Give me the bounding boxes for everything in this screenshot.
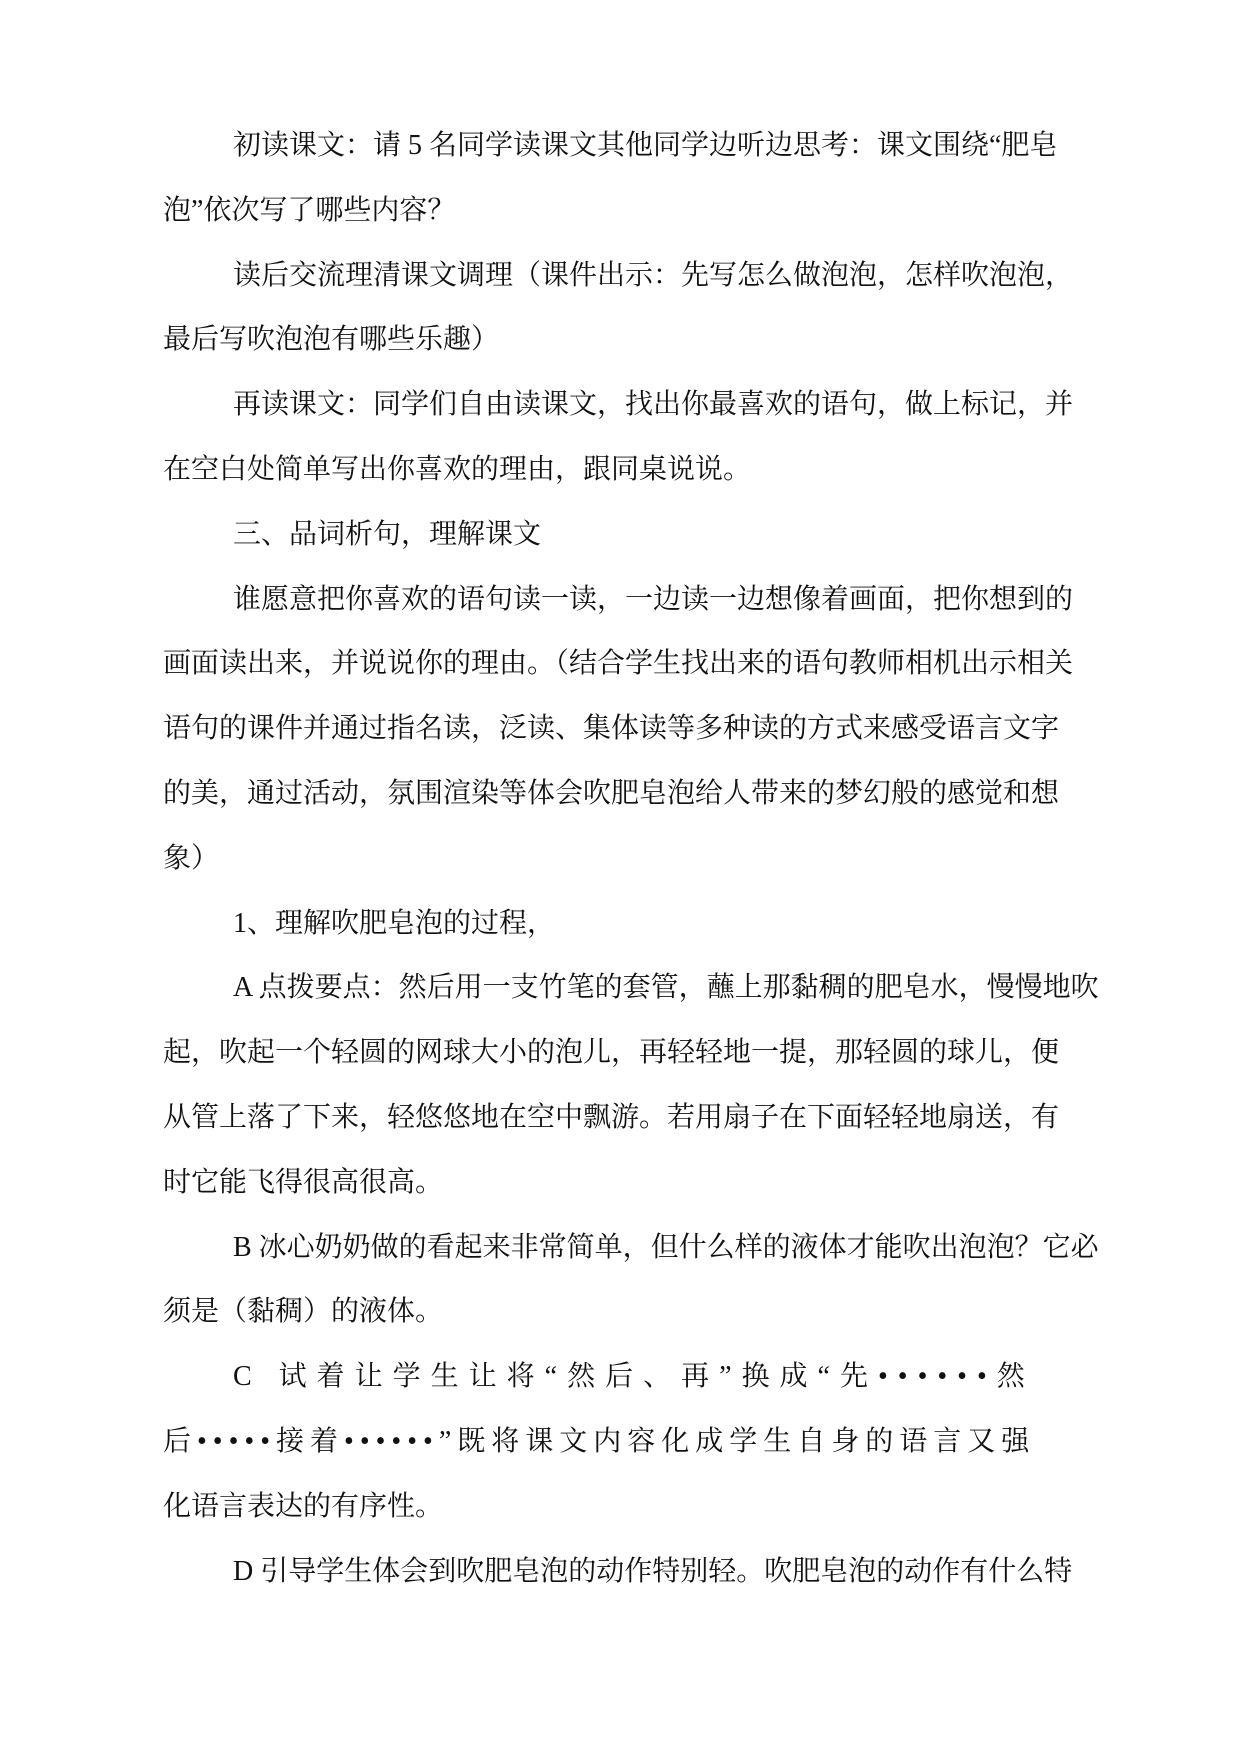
text-line: 的美，通过活动，氛围渲染等体会吹肥皂泡给人带来的梦幻般的感觉和想 xyxy=(163,777,1060,809)
text-line: 后•••••接着••••••”既将课文内容化成学生自身的语言又强 xyxy=(163,1425,1036,1457)
text-line: 初读课文：请 5 名同学读课文其他同学边听边思考：课文围绕“肥皂 xyxy=(233,130,1058,161)
text-line: 1、理解吹肥皂泡的过程， xyxy=(233,907,556,939)
text-line: 从管上落了下来，轻悠悠地在空中飘游。若用扇子在下面轻轻地扇送，有 xyxy=(163,1101,1060,1133)
text-line: 象） xyxy=(163,842,220,874)
text-line: 读后交流理清课文调理（课件出示：先写怎么做泡泡，怎样吹泡泡， xyxy=(233,259,1074,291)
text-line: 时它能飞得很高很高。 xyxy=(163,1166,444,1198)
text-line: 化语言表达的有序性。 xyxy=(163,1490,444,1522)
text-line: C 试着让学生让将“然后、再”换成“先••••••然 xyxy=(233,1361,1035,1393)
text-line: 泡”依次写了哪些内容？ xyxy=(163,194,456,226)
text-line: B 冰心奶奶做的看起来非常简单，但什么样的液体才能吹出泡泡？它必 xyxy=(233,1231,1099,1263)
text-line: 在空白处简单写出你喜欢的理由，跟同桌说说。 xyxy=(163,453,752,485)
text-line: 语句的课件并通过指名读，泛读、集体读等多种读的方式来感受语言文字 xyxy=(163,713,1060,745)
text-line: 须是（黏稠）的液体。 xyxy=(163,1296,444,1328)
text-line: 再读课文：同学们自由读课文，找出你最喜欢的语句，做上标记，并 xyxy=(233,389,1074,421)
text-line: D 引导学生体会到吹肥皂泡的动作特别轻。吹肥皂泡的动作有什么特 xyxy=(233,1555,1073,1587)
document-body xyxy=(163,114,1099,1604)
text-line: 谁愿意把你喜欢的语句读一读，一边读一边想像着画面，把你想到的 xyxy=(233,583,1074,615)
text-line: A 点拨要点：然后用一支竹笔的套管，蘸上那黏稠的肥皂水，慢慢地吹 xyxy=(233,972,1099,1004)
text-line: 起，吹起一个轻圆的网球大小的泡儿，再轻轻地一提，那轻圆的球儿，便 xyxy=(163,1037,1060,1069)
text-line: 三、品词析句，理解课文 xyxy=(233,518,542,550)
text-line: 最后写吹泡泡有哪些乐趣） xyxy=(163,324,500,356)
text-line: 画面读出来，并说说你的理由。（结合学生找出来的语句教师相机出示相关 xyxy=(163,648,1074,680)
